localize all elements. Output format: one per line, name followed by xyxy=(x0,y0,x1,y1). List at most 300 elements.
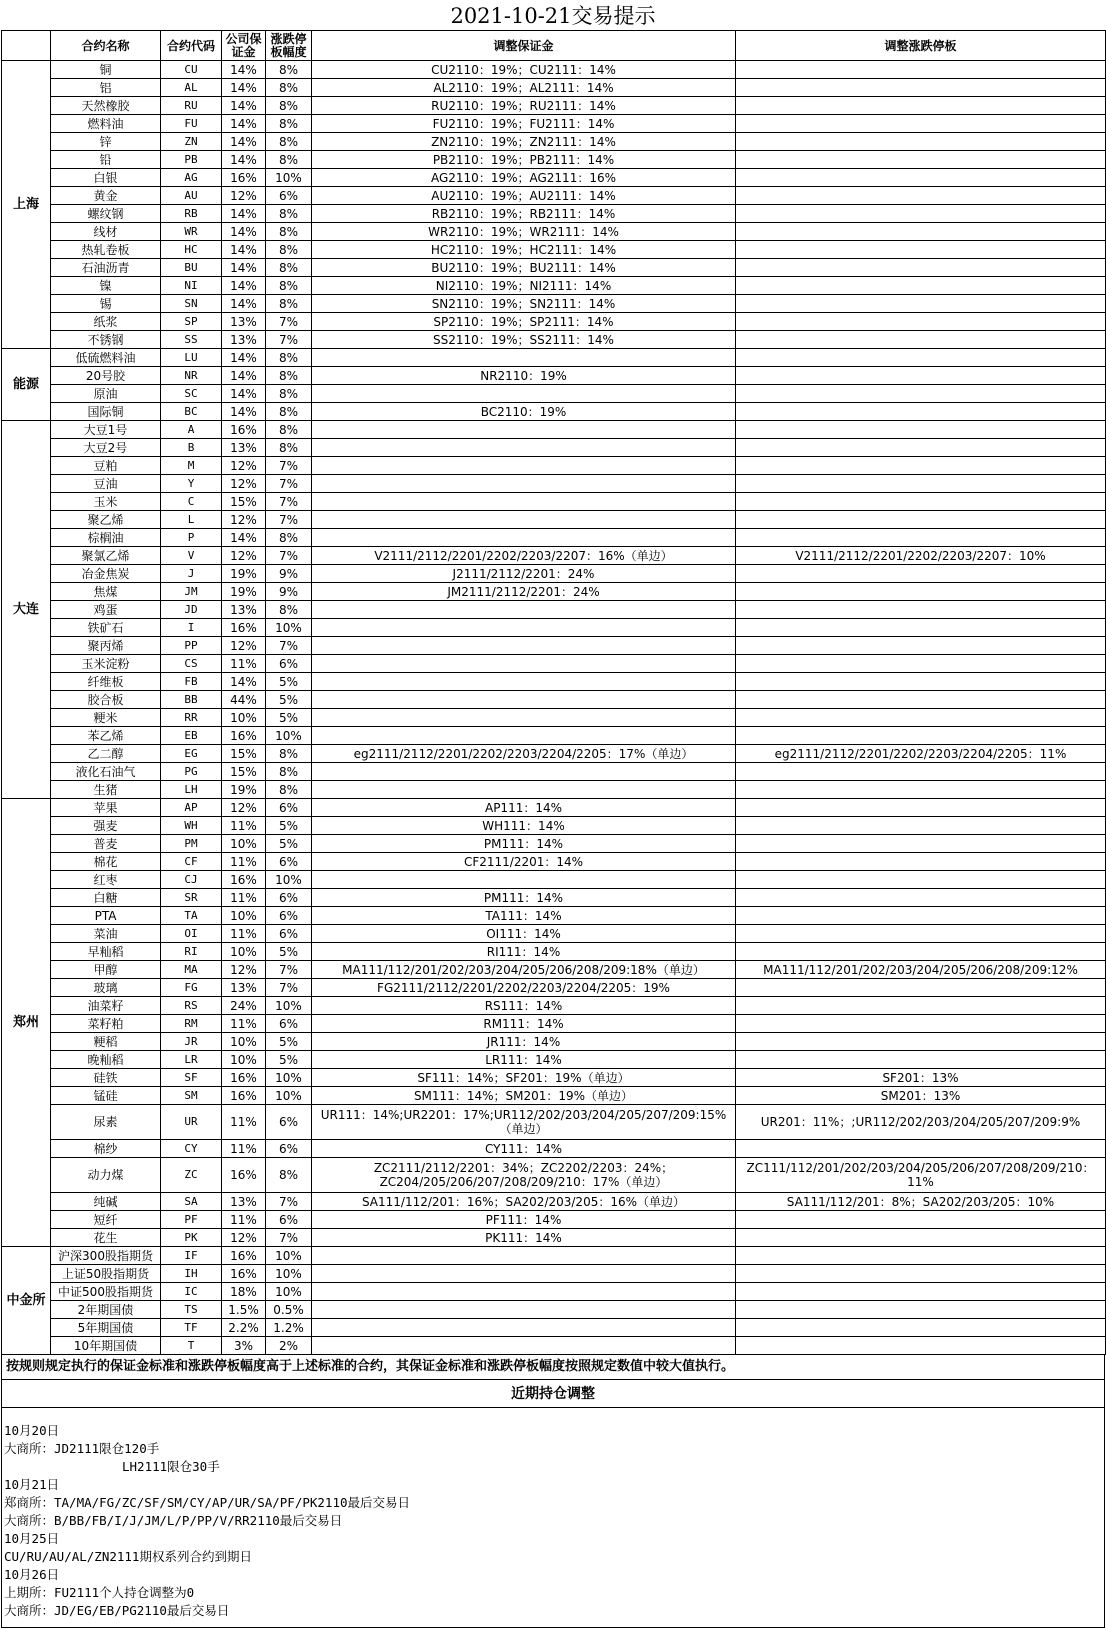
company-margin-cell: 13% xyxy=(222,313,266,331)
contract-name-cell: 5年期国债 xyxy=(51,1319,161,1337)
price-limit-cell: 9% xyxy=(266,565,312,583)
table-row xyxy=(2,295,1106,313)
price-limit-cell: 6% xyxy=(266,925,312,943)
contract-name-cell: 20号胶 xyxy=(51,367,161,385)
exchange-cell: 中金所 xyxy=(2,1247,51,1355)
adjusted-margin-cell: SM111：14%；SM201：19%（单边） xyxy=(312,1087,736,1105)
company-margin-cell: 14% xyxy=(222,277,266,295)
contract-code-cell: ZC xyxy=(161,1158,222,1193)
company-margin-cell: 10% xyxy=(222,943,266,961)
table-row xyxy=(2,241,1106,259)
price-limit-cell: 6% xyxy=(266,655,312,673)
contract-code-cell: V xyxy=(161,547,222,565)
contract-code-cell: PK xyxy=(161,1229,222,1247)
company-margin-cell: 11% xyxy=(222,817,266,835)
contract-name-cell: 大豆1号 xyxy=(51,421,161,439)
adjusted-limit-cell xyxy=(736,295,1106,313)
company-margin-cell: 14% xyxy=(222,673,266,691)
adjusted-margin-cell xyxy=(312,691,736,709)
contract-name-cell: 2年期国债 xyxy=(51,1301,161,1319)
adjusted-margin-cell: SA111/112/201：16%；SA202/203/205：16%（单边） xyxy=(312,1193,736,1211)
company-margin-cell: 14% xyxy=(222,115,266,133)
contract-code-cell: RS xyxy=(161,997,222,1015)
table-row xyxy=(2,1140,1106,1158)
contract-name-cell: 中证500股指期货 xyxy=(51,1283,161,1301)
contract-name-cell: 不锈钢 xyxy=(51,331,161,349)
header-adjusted-margin: 调整保证金 xyxy=(312,31,736,61)
contract-code-cell: BU xyxy=(161,259,222,277)
adjusted-margin-cell xyxy=(312,1247,736,1265)
table-row xyxy=(2,835,1106,853)
company-margin-cell: 13% xyxy=(222,1193,266,1211)
table-row xyxy=(2,61,1106,79)
company-margin-cell: 13% xyxy=(222,601,266,619)
contract-code-cell: J xyxy=(161,565,222,583)
adjusted-limit-cell xyxy=(736,385,1106,403)
contract-name-cell: 纯碱 xyxy=(51,1193,161,1211)
adjusted-margin-cell: PM111：14% xyxy=(312,889,736,907)
adjusted-limit-cell xyxy=(736,367,1106,385)
adjusted-limit-cell: V2111/2112/2201/2202/2203/2207：10% xyxy=(736,547,1106,565)
company-margin-cell: 14% xyxy=(222,97,266,115)
adjusted-limit-cell xyxy=(736,529,1106,547)
company-margin-cell: 14% xyxy=(222,403,266,421)
adjusted-limit-cell xyxy=(736,331,1106,349)
adjusted-margin-cell: AP111：14% xyxy=(312,799,736,817)
contract-code-cell: LU xyxy=(161,349,222,367)
price-limit-cell: 8% xyxy=(266,439,312,457)
company-margin-cell: 11% xyxy=(222,1105,266,1140)
contract-code-cell: JR xyxy=(161,1033,222,1051)
contract-name-cell: 锰硅 xyxy=(51,1087,161,1105)
table-row xyxy=(2,727,1106,745)
adjusted-limit-cell xyxy=(736,871,1106,889)
contract-code-cell: SR xyxy=(161,889,222,907)
contract-code-cell: BC xyxy=(161,403,222,421)
adjusted-margin-cell: WR2110：19%；WR2111：14% xyxy=(312,223,736,241)
adjusted-limit-cell: SF201：13% xyxy=(736,1069,1106,1087)
company-margin-cell: 15% xyxy=(222,763,266,781)
table-row xyxy=(2,619,1106,637)
adjusted-margin-cell: OI111：14% xyxy=(312,925,736,943)
price-limit-cell: 10% xyxy=(266,1069,312,1087)
table-row xyxy=(2,529,1106,547)
company-margin-cell: 19% xyxy=(222,565,266,583)
contract-code-cell: SP xyxy=(161,313,222,331)
table-row xyxy=(2,133,1106,151)
table-row xyxy=(2,547,1106,565)
contract-name-cell: 铁矿石 xyxy=(51,619,161,637)
price-limit-cell: 7% xyxy=(266,979,312,997)
contract-name-cell: 菜油 xyxy=(51,925,161,943)
contract-code-cell: I xyxy=(161,619,222,637)
table-row xyxy=(2,979,1106,997)
price-limit-cell: 7% xyxy=(266,511,312,529)
company-margin-cell: 2.2% xyxy=(222,1319,266,1337)
table-row xyxy=(2,1069,1106,1087)
company-margin-cell: 12% xyxy=(222,475,266,493)
table-row xyxy=(2,367,1106,385)
price-limit-cell: 5% xyxy=(266,673,312,691)
contract-code-cell: PP xyxy=(161,637,222,655)
contract-name-cell: 豆油 xyxy=(51,475,161,493)
adjusted-limit-cell: MA111/112/201/202/203/204/205/206/208/209:12% xyxy=(736,961,1106,979)
table-row xyxy=(2,673,1106,691)
contract-code-cell: IH xyxy=(161,1265,222,1283)
price-limit-cell: 8% xyxy=(266,385,312,403)
contract-code-cell: SS xyxy=(161,331,222,349)
contract-code-cell: AU xyxy=(161,187,222,205)
price-limit-cell: 8% xyxy=(266,259,312,277)
contract-name-cell: 石油沥青 xyxy=(51,259,161,277)
adjusted-limit-cell xyxy=(736,1033,1106,1051)
company-margin-cell: 12% xyxy=(222,187,266,205)
price-limit-cell: 7% xyxy=(266,493,312,511)
recent-position-title: 近期持仓调整 xyxy=(1,1380,1105,1408)
adjusted-limit-cell xyxy=(736,223,1106,241)
contract-code-cell: C xyxy=(161,493,222,511)
contract-name-cell: 镍 xyxy=(51,277,161,295)
adjusted-margin-cell: PM111：14% xyxy=(312,835,736,853)
rule-note: 按规则规定执行的保证金标准和涨跌停板幅度高于上述标准的合约，其保证金标准和涨跌停板幅度按照规定数值中较大值执行。 xyxy=(1,1354,1105,1380)
adjusted-limit-cell xyxy=(736,691,1106,709)
company-margin-cell: 14% xyxy=(222,223,266,241)
adjusted-margin-cell: TA111：14% xyxy=(312,907,736,925)
contract-name-cell: 热轧卷板 xyxy=(51,241,161,259)
price-limit-cell: 2% xyxy=(266,1337,312,1355)
price-limit-cell: 8% xyxy=(266,223,312,241)
header-adjusted-limit: 调整涨跌停板 xyxy=(736,31,1106,61)
table-row xyxy=(2,277,1106,295)
table-row xyxy=(2,1283,1106,1301)
adjusted-limit-cell xyxy=(736,565,1106,583)
contract-code-cell: L xyxy=(161,511,222,529)
company-margin-cell: 14% xyxy=(222,241,266,259)
adjusted-margin-cell xyxy=(312,457,736,475)
table-row xyxy=(2,151,1106,169)
table-row xyxy=(2,259,1106,277)
recent-line: 10月21日 xyxy=(4,1477,60,1492)
company-margin-cell: 16% xyxy=(222,169,266,187)
company-margin-cell: 12% xyxy=(222,547,266,565)
price-limit-cell: 7% xyxy=(266,331,312,349)
adjusted-limit-cell xyxy=(736,79,1106,97)
adjusted-limit-cell xyxy=(736,511,1106,529)
table-row xyxy=(2,457,1106,475)
company-margin-cell: 10% xyxy=(222,1051,266,1069)
recent-position-list xyxy=(1,1408,1105,1628)
table-row xyxy=(2,961,1106,979)
contract-code-cell: EB xyxy=(161,727,222,745)
price-limit-cell: 0.5% xyxy=(266,1301,312,1319)
table-row xyxy=(2,1301,1106,1319)
adjusted-margin-cell xyxy=(312,1265,736,1283)
price-limit-cell: 10% xyxy=(266,1283,312,1301)
table-row xyxy=(2,493,1106,511)
contract-name-cell: 油菜籽 xyxy=(51,997,161,1015)
company-margin-cell: 14% xyxy=(222,367,266,385)
adjusted-margin-cell: RI111：14% xyxy=(312,943,736,961)
company-margin-cell: 12% xyxy=(222,637,266,655)
adjusted-limit-cell xyxy=(736,97,1106,115)
adjusted-limit-cell xyxy=(736,493,1106,511)
header-region xyxy=(2,31,51,61)
adjusted-margin-cell xyxy=(312,637,736,655)
contract-code-cell: RB xyxy=(161,205,222,223)
company-margin-cell: 11% xyxy=(222,853,266,871)
company-margin-cell: 19% xyxy=(222,781,266,799)
adjusted-limit-cell xyxy=(736,205,1106,223)
company-margin-cell: 11% xyxy=(222,1015,266,1033)
company-margin-cell: 14% xyxy=(222,385,266,403)
adjusted-margin-cell xyxy=(312,709,736,727)
table-row xyxy=(2,475,1106,493)
price-limit-cell: 10% xyxy=(266,727,312,745)
adjusted-margin-cell: MA111/112/201/202/203/204/205/206/208/209:18%（单边） xyxy=(312,961,736,979)
company-margin-cell: 16% xyxy=(222,871,266,889)
price-limit-cell: 7% xyxy=(266,457,312,475)
company-margin-cell: 16% xyxy=(222,1265,266,1283)
recent-line: 10月20日 xyxy=(4,1423,60,1438)
table-row xyxy=(2,1265,1106,1283)
adjusted-margin-cell xyxy=(312,1301,736,1319)
table-row xyxy=(2,115,1106,133)
price-limit-cell: 8% xyxy=(266,601,312,619)
company-margin-cell: 14% xyxy=(222,151,266,169)
table-row xyxy=(2,817,1106,835)
price-limit-cell: 7% xyxy=(266,547,312,565)
company-margin-cell: 15% xyxy=(222,493,266,511)
company-margin-cell: 16% xyxy=(222,619,266,637)
contract-name-cell: 普麦 xyxy=(51,835,161,853)
contract-code-cell: AL xyxy=(161,79,222,97)
price-limit-cell: 7% xyxy=(266,313,312,331)
contract-code-cell: NR xyxy=(161,367,222,385)
adjusted-limit-cell xyxy=(736,187,1106,205)
adjusted-margin-cell: HC2110：19%；HC2111：14% xyxy=(312,241,736,259)
adjusted-margin-cell: AL2110：19%；AL2111：14% xyxy=(312,79,736,97)
company-margin-cell: 12% xyxy=(222,799,266,817)
adjusted-margin-cell: RS111：14% xyxy=(312,997,736,1015)
price-limit-cell: 8% xyxy=(266,529,312,547)
adjusted-limit-cell xyxy=(736,241,1106,259)
adjusted-margin-cell xyxy=(312,655,736,673)
contract-name-cell: 棉花 xyxy=(51,853,161,871)
contract-name-cell: 早籼稻 xyxy=(51,943,161,961)
table-row xyxy=(2,205,1106,223)
adjusted-margin-cell: RU2110：19%；RU2111：14% xyxy=(312,97,736,115)
price-limit-cell: 10% xyxy=(266,871,312,889)
adjusted-limit-cell xyxy=(736,313,1106,331)
table-row xyxy=(2,79,1106,97)
contract-name-cell: 线材 xyxy=(51,223,161,241)
contract-name-cell: 燃料油 xyxy=(51,115,161,133)
price-limit-cell: 7% xyxy=(266,1229,312,1247)
margin-table xyxy=(1,30,1106,1355)
company-margin-cell: 16% xyxy=(222,1158,266,1193)
contract-name-cell: 铝 xyxy=(51,79,161,97)
price-limit-cell: 7% xyxy=(266,475,312,493)
contract-code-cell: TF xyxy=(161,1319,222,1337)
adjusted-margin-cell xyxy=(312,1319,736,1337)
price-limit-cell: 1.2% xyxy=(266,1319,312,1337)
price-limit-cell: 8% xyxy=(266,97,312,115)
contract-name-cell: 甲醇 xyxy=(51,961,161,979)
contract-code-cell: TS xyxy=(161,1301,222,1319)
table-row xyxy=(2,187,1106,205)
adjusted-limit-cell xyxy=(736,835,1106,853)
adjusted-margin-cell: JR111：14% xyxy=(312,1033,736,1051)
adjusted-limit-cell xyxy=(736,601,1106,619)
company-margin-cell: 14% xyxy=(222,295,266,313)
contract-name-cell: 10年期国债 xyxy=(51,1337,161,1355)
price-limit-cell: 6% xyxy=(266,1015,312,1033)
contract-name-cell: 红枣 xyxy=(51,871,161,889)
adjusted-limit-cell xyxy=(736,169,1106,187)
contract-name-cell: 纸浆 xyxy=(51,313,161,331)
adjusted-limit-cell: ZC111/112/201/202/203/204/205/206/207/208/209/210：11% xyxy=(736,1158,1106,1193)
adjusted-limit-cell xyxy=(736,1265,1106,1283)
contract-name-cell: 原油 xyxy=(51,385,161,403)
adjusted-limit-cell xyxy=(736,853,1106,871)
recent-line: 大商所：JD/EG/EB/PG2110最后交易日 xyxy=(4,1603,230,1618)
adjusted-limit-cell xyxy=(736,133,1106,151)
header-contract-code: 合约代码 xyxy=(161,31,222,61)
adjusted-limit-cell xyxy=(736,1247,1106,1265)
contract-code-cell: BB xyxy=(161,691,222,709)
contract-name-cell: 尿素 xyxy=(51,1105,161,1140)
adjusted-margin-cell xyxy=(312,871,736,889)
adjusted-margin-cell xyxy=(312,763,736,781)
price-limit-cell: 10% xyxy=(266,1265,312,1283)
adjusted-limit-cell: SM201：13% xyxy=(736,1087,1106,1105)
adjusted-margin-cell: UR111：14%;UR2201：17%;UR112/202/203/204/205/207/209:15%（单边） xyxy=(312,1105,736,1140)
adjusted-margin-cell xyxy=(312,529,736,547)
adjusted-margin-cell: PB2110：19%；PB2111：14% xyxy=(312,151,736,169)
price-limit-cell: 8% xyxy=(266,421,312,439)
adjusted-margin-cell: NI2110：19%；NI2111：14% xyxy=(312,277,736,295)
company-margin-cell: 14% xyxy=(222,205,266,223)
contract-code-cell: LH xyxy=(161,781,222,799)
table-row xyxy=(2,1033,1106,1051)
adjusted-limit-cell xyxy=(736,1337,1106,1355)
contract-name-cell: 冶金焦炭 xyxy=(51,565,161,583)
contract-code-cell: HC xyxy=(161,241,222,259)
table-row xyxy=(2,781,1106,799)
adjusted-limit-cell xyxy=(736,781,1106,799)
adjusted-limit-cell xyxy=(736,1283,1106,1301)
header-price-limit: 涨跌停板幅度 xyxy=(266,31,312,61)
adjusted-margin-cell: PK111：14% xyxy=(312,1229,736,1247)
contract-name-cell: 白糖 xyxy=(51,889,161,907)
adjusted-limit-cell xyxy=(736,763,1106,781)
table-row xyxy=(2,691,1106,709)
table-row xyxy=(2,637,1106,655)
table-row xyxy=(2,1211,1106,1229)
price-limit-cell: 6% xyxy=(266,853,312,871)
table-row xyxy=(2,799,1106,817)
adjusted-limit-cell xyxy=(736,925,1106,943)
adjusted-limit-cell xyxy=(736,1211,1106,1229)
contract-name-cell: 生猪 xyxy=(51,781,161,799)
adjusted-limit-cell xyxy=(736,1015,1106,1033)
adjusted-margin-cell xyxy=(312,1283,736,1301)
price-limit-cell: 6% xyxy=(266,1140,312,1158)
price-limit-cell: 5% xyxy=(266,835,312,853)
contract-name-cell: 国际铜 xyxy=(51,403,161,421)
contract-code-cell: PF xyxy=(161,1211,222,1229)
contract-name-cell: 粳稻 xyxy=(51,1033,161,1051)
recent-line: 大商所：JD2111限仓120手 xyxy=(4,1441,160,1456)
company-margin-cell: 13% xyxy=(222,439,266,457)
contract-name-cell: 铜 xyxy=(51,61,161,79)
adjusted-margin-cell: RB2110：19%；RB2111：14% xyxy=(312,205,736,223)
adjusted-margin-cell: V2111/2112/2201/2202/2203/2207：16%（单边） xyxy=(312,547,736,565)
adjusted-margin-cell xyxy=(312,421,736,439)
adjusted-limit-cell xyxy=(736,709,1106,727)
contract-name-cell: PTA xyxy=(51,907,161,925)
price-limit-cell: 8% xyxy=(266,745,312,763)
price-limit-cell: 8% xyxy=(266,133,312,151)
company-margin-cell: 12% xyxy=(222,961,266,979)
adjusted-margin-cell: RM111：14% xyxy=(312,1015,736,1033)
contract-name-cell: 天然橡胶 xyxy=(51,97,161,115)
price-limit-cell: 9% xyxy=(266,583,312,601)
contract-name-cell: 上证50股指期货 xyxy=(51,1265,161,1283)
adjusted-margin-cell xyxy=(312,439,736,457)
contract-name-cell: 聚丙烯 xyxy=(51,637,161,655)
adjusted-margin-cell: BC2110：19% xyxy=(312,403,736,421)
adjusted-margin-cell xyxy=(312,727,736,745)
price-limit-cell: 6% xyxy=(266,1105,312,1140)
table-row xyxy=(2,349,1106,367)
adjusted-limit-cell: eg2111/2112/2201/2202/2203/2204/2205：11% xyxy=(736,745,1106,763)
adjusted-limit-cell xyxy=(736,997,1106,1015)
contract-name-cell: 苯乙烯 xyxy=(51,727,161,745)
adjusted-margin-cell: SP2110：19%；SP2111：14% xyxy=(312,313,736,331)
adjusted-margin-cell xyxy=(312,475,736,493)
company-margin-cell: 16% xyxy=(222,421,266,439)
contract-code-cell: T xyxy=(161,1337,222,1355)
adjusted-margin-cell xyxy=(312,385,736,403)
company-margin-cell: 12% xyxy=(222,511,266,529)
table-row xyxy=(2,655,1106,673)
header-contract-name: 合约名称 xyxy=(51,31,161,61)
contract-name-cell: 花生 xyxy=(51,1229,161,1247)
table-row xyxy=(2,331,1106,349)
contract-code-cell: SC xyxy=(161,385,222,403)
company-margin-cell: 16% xyxy=(222,1087,266,1105)
contract-name-cell: 鸡蛋 xyxy=(51,601,161,619)
table-row xyxy=(2,943,1106,961)
contract-code-cell: AG xyxy=(161,169,222,187)
price-limit-cell: 8% xyxy=(266,277,312,295)
company-margin-cell: 14% xyxy=(222,61,266,79)
adjusted-margin-cell: CU2110：19%；CU2111：14% xyxy=(312,61,736,79)
contract-code-cell: SN xyxy=(161,295,222,313)
company-margin-cell: 11% xyxy=(222,925,266,943)
table-row xyxy=(2,1337,1106,1355)
price-limit-cell: 8% xyxy=(266,241,312,259)
company-margin-cell: 44% xyxy=(222,691,266,709)
header-company-margin: 公司保证金 xyxy=(222,31,266,61)
table-body xyxy=(2,61,1106,1355)
adjusted-margin-cell: SN2110：19%；SN2111：14% xyxy=(312,295,736,313)
adjusted-margin-cell xyxy=(312,349,736,367)
company-margin-cell: 16% xyxy=(222,1069,266,1087)
contract-name-cell: 纤维板 xyxy=(51,673,161,691)
exchange-cell: 能源 xyxy=(2,349,51,421)
